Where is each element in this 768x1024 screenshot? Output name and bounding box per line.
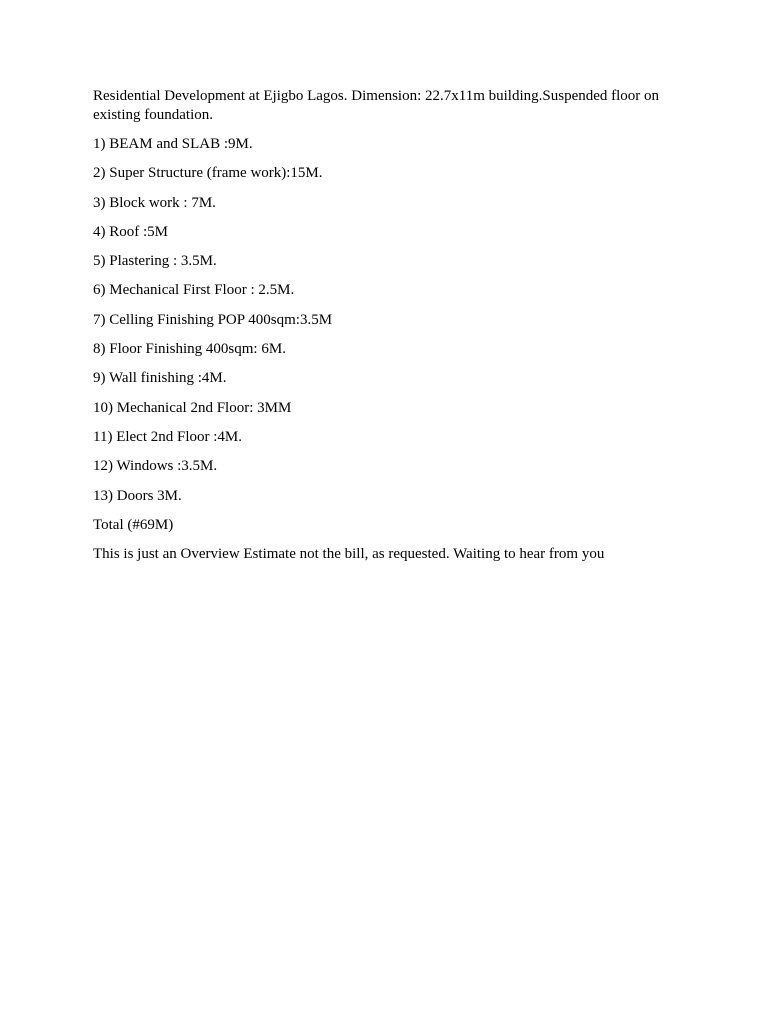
intro-paragraph: Residential Development at Ejigbo Lagos. Dimension: 22.7x11m building.Suspended floor on existing foundation. (93, 88, 660, 123)
estimate-item: 3) Block work : 7M. (93, 194, 216, 211)
estimate-item: 2) Super Structure (frame work):15M. (93, 165, 323, 182)
estimate-item: 4) Roof :5M (93, 223, 168, 240)
estimate-item: 7) Celling Finishing POP 400sqm:3.5M (93, 311, 333, 328)
estimate-item-list (93, 135, 683, 516)
estimate-item: 9) Wall finishing :4M. (93, 370, 227, 387)
estimate-item: 12) Windows :3.5M. (93, 458, 218, 475)
estimate-item: 8) Floor Finishing 400sqm: 6M. (93, 341, 286, 358)
closing-note: This is just an Overview Estimate not the bill, as requested. Waiting to hear from you (93, 546, 605, 563)
estimate-item: 1) BEAM and SLAB :9M. (93, 136, 253, 152)
estimate-item: 5) Plastering : 3.5M. (93, 253, 217, 270)
total-line: Total (#69M) (93, 516, 174, 533)
estimate-item: 10) Mechanical 2nd Floor: 3MM (93, 399, 292, 416)
estimate-item: 6) Mechanical First Floor : 2.5M. (93, 282, 295, 299)
estimate-item: 11) Elect 2nd Floor :4M. (93, 428, 243, 445)
estimate-item: 13) Doors 3M. (93, 487, 182, 504)
document-body (93, 87, 683, 564)
